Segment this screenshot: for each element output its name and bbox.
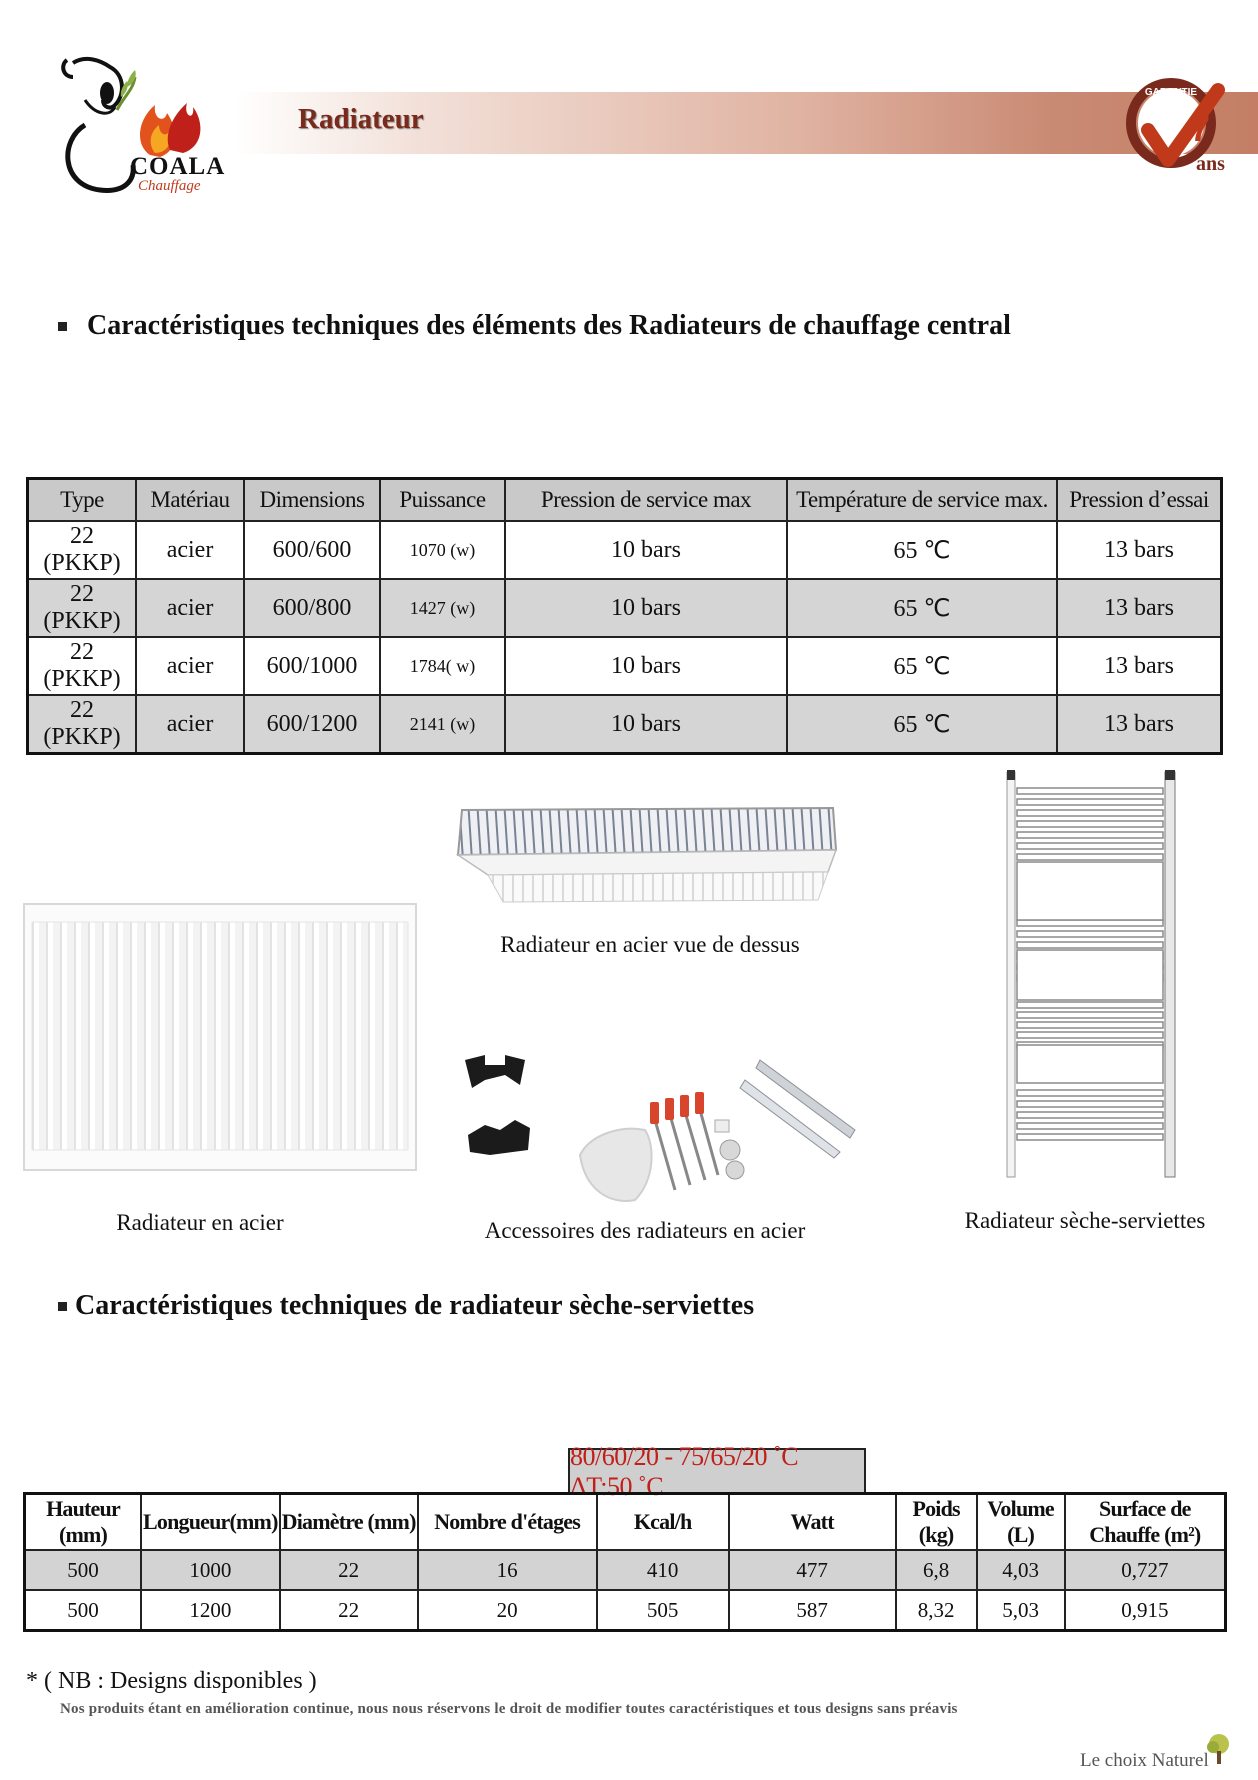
table-cell: 10 bars: [505, 579, 787, 637]
column-header: Surface de Chauffe (m²): [1065, 1494, 1226, 1551]
table-cell: 2141 (w): [380, 695, 505, 754]
towel-bar: [1017, 1134, 1163, 1140]
table-cell: 22 (PKKP): [28, 695, 137, 754]
table-cell: 8,32: [896, 1590, 977, 1631]
table-cell: 22 (PKKP): [28, 521, 137, 579]
table-cell: 1200: [141, 1590, 280, 1631]
table-cell: 505: [597, 1590, 729, 1631]
table-cell: 600/1200: [244, 695, 380, 754]
table-row: [28, 579, 1222, 637]
table-cell: 10 bars: [505, 521, 787, 579]
towel-bar: [1017, 843, 1163, 849]
table-cell: 1784( w): [380, 637, 505, 695]
table-cell: 13 bars: [1057, 579, 1222, 637]
logo-wordmark: COALA: [130, 153, 226, 180]
badge-number: 7: [1190, 108, 1211, 149]
radiator-top-view-image: [448, 800, 843, 910]
table-cell: acier: [136, 521, 244, 579]
table-cell: 22: [280, 1550, 418, 1590]
table-cell: 410: [597, 1550, 729, 1590]
bullet-icon: [58, 1302, 67, 1311]
table-header-row: [25, 1494, 1226, 1551]
badge-label: GARANTIE: [1144, 87, 1198, 98]
table-cell: 1427 (w): [380, 579, 505, 637]
table-cell: 600/600: [244, 521, 380, 579]
section-heading-text: Caractéristiques techniques des éléments des Radiateurs de chauffage central: [87, 310, 1011, 341]
column-header: Poids (kg): [896, 1494, 977, 1551]
table-row: [28, 521, 1222, 579]
column-header: Volume (L): [977, 1494, 1065, 1551]
column-header: Kcal/h: [597, 1494, 729, 1551]
towel-radiator-image: [1005, 770, 1195, 1180]
table-cell: 500: [25, 1590, 142, 1631]
radiator-specs-table: [26, 477, 1223, 755]
table-cell: acier: [136, 579, 244, 637]
table-cell: 16: [418, 1550, 597, 1590]
towel-panel: [1017, 862, 1163, 920]
column-header: Longueur(mm): [141, 1494, 280, 1551]
column-header: Pression de service max: [505, 479, 787, 522]
table-cell: 65 ℃: [787, 579, 1057, 637]
towel-bar: [1017, 931, 1163, 937]
table-cell: 587: [729, 1590, 896, 1631]
table-cell: 10 bars: [505, 695, 787, 754]
table-row: [28, 637, 1222, 695]
towel-bar: [1017, 788, 1163, 794]
table-cell: 13 bars: [1057, 695, 1222, 754]
table-cell: 65 ℃: [787, 521, 1057, 579]
table-cell: 0,727: [1065, 1550, 1226, 1590]
accessories-image: [460, 1040, 880, 1210]
table-cell: 477: [729, 1550, 896, 1590]
towel-panel: [1017, 950, 1163, 1000]
towel-bar: [1017, 1012, 1163, 1018]
towel-radiator-specs-table: [23, 1492, 1227, 1632]
towel-bar: [1017, 920, 1163, 926]
table-cell: acier: [136, 637, 244, 695]
table-cell: 600/800: [244, 579, 380, 637]
bullet-icon: [58, 322, 67, 331]
column-header: Hauteur (mm): [25, 1494, 142, 1551]
table-cell: 0,915: [1065, 1590, 1226, 1631]
column-header: Type: [28, 479, 137, 522]
towel-panel: [1017, 1045, 1163, 1083]
towel-bar: [1017, 854, 1163, 860]
table-row: [25, 1550, 1226, 1590]
table-cell: 22 (PKKP): [28, 637, 137, 695]
table-cell: 13 bars: [1057, 521, 1222, 579]
caption-towel-radiator: Radiateur sèche-serviettes: [964, 1208, 1206, 1233]
towel-bar: [1017, 1022, 1163, 1028]
caption-top-view: Radiateur en acier vue de dessus: [500, 932, 800, 957]
towel-bar: [1017, 1002, 1163, 1008]
table-row: [25, 1590, 1226, 1631]
section-heading-towel: [58, 1290, 754, 1322]
page-title: Radiateur: [298, 103, 424, 135]
designs-note: * ( NB : Designs disponibles ): [26, 1668, 317, 1694]
badge-unit: ans: [1196, 153, 1225, 175]
towel-bar: [1017, 799, 1163, 805]
table-cell: 13 bars: [1057, 637, 1222, 695]
towel-bar: [1017, 1032, 1163, 1038]
temperature-regime-header: 80/60/20 - 75/65/20 ˚C ΔT:50 ˚C: [568, 1448, 866, 1494]
towel-bar: [1017, 821, 1163, 827]
table-cell: 22 (PKKP): [28, 579, 137, 637]
caption-steel-radiator: Radiateur en acier: [116, 1210, 284, 1235]
column-header: Nombre d'étages: [418, 1494, 597, 1551]
table-cell: 500: [25, 1550, 142, 1590]
table-cell: 4,03: [977, 1550, 1065, 1590]
table-cell: 65 ℃: [787, 695, 1057, 754]
disclaimer-text: Nos produits étant en amélioration continue, nous nous réservons le droit de modifier toutes caractéristiques et tous designs sans préavis: [60, 1701, 958, 1717]
tagline: Le choix Naturel: [1080, 1750, 1209, 1771]
column-header: Dimensions: [244, 479, 380, 522]
column-header: Matériau: [136, 479, 244, 522]
towel-bar: [1017, 810, 1163, 816]
towel-bar: [1017, 1112, 1163, 1118]
table-cell: 20: [418, 1590, 597, 1631]
table-cell: 1000: [141, 1550, 280, 1590]
towel-bar: [1017, 1101, 1163, 1107]
table-cell: 10 bars: [505, 637, 787, 695]
table-cell: 6,8: [896, 1550, 977, 1590]
table-cell: 1070 (w): [380, 521, 505, 579]
column-header: Watt: [729, 1494, 896, 1551]
caption-accessories: Accessoires des radiateurs en acier: [484, 1218, 806, 1243]
tree-icon: [1204, 1733, 1234, 1765]
column-header: Puissance: [380, 479, 505, 522]
towel-bar: [1017, 832, 1163, 838]
logo-subtitle: Chauffage: [138, 178, 201, 194]
section-heading-radiators: [58, 310, 1011, 342]
towel-bar: [1017, 1123, 1163, 1129]
towel-bar: [1017, 942, 1163, 948]
column-header: Température de service max.: [787, 479, 1057, 522]
table-row: [28, 695, 1222, 754]
table-cell: 65 ℃: [787, 637, 1057, 695]
table-cell: acier: [136, 695, 244, 754]
column-header: Pression d’essai: [1057, 479, 1222, 522]
table-cell: 22: [280, 1590, 418, 1631]
section-heading-text: Caractéristiques techniques de radiateur sèche-serviettes: [75, 1290, 755, 1321]
towel-bar: [1017, 1090, 1163, 1096]
column-header: Diamètre (mm): [280, 1494, 418, 1551]
table-header-row: [28, 479, 1222, 522]
steel-radiator-image: [22, 902, 418, 1172]
table-cell: 600/1000: [244, 637, 380, 695]
table-cell: 5,03: [977, 1590, 1065, 1631]
